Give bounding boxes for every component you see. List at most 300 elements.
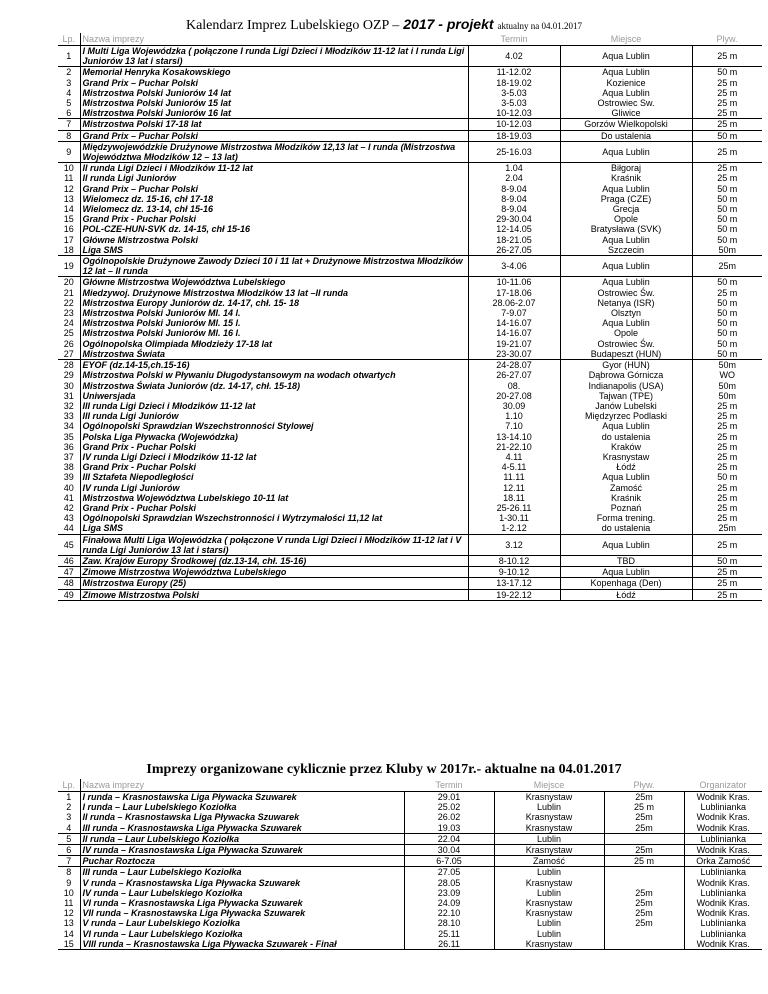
table-cell: [80, 277, 468, 360]
cell-line: 25m: [635, 918, 653, 929]
cell-line: 6: [66, 845, 72, 856]
table-cell: [58, 46, 80, 67]
cell-line: 26-27.07: [496, 370, 532, 381]
cell-line: 25 m: [717, 451, 738, 462]
cell-line: 50 m: [717, 308, 738, 319]
cell-line: 25 m: [717, 287, 738, 298]
table-cell: [58, 141, 80, 162]
cell-line: 14: [63, 204, 74, 215]
cell-line: 25m: [635, 822, 653, 833]
cell-line: 25 m: [717, 87, 738, 98]
table-cell: [58, 589, 80, 600]
table-cell: [58, 256, 80, 277]
col-header-date: Termin: [404, 779, 494, 792]
table-cell: [692, 534, 762, 555]
table-row: [58, 555, 762, 566]
cell-line: Mistrzostwa Polski Juniorów Ml. 15 l.: [82, 318, 241, 329]
cell-line: 6: [66, 108, 72, 119]
cell-line: Wodnik Kras.: [696, 845, 750, 856]
table-cell: [692, 578, 762, 589]
table-cell: [80, 46, 468, 67]
table-cell: [692, 360, 762, 534]
cell-line: 25: [63, 328, 74, 339]
row-group: [58, 792, 762, 834]
cell-line: 25 m: [717, 513, 738, 524]
cell-line: 36: [63, 441, 74, 452]
cell-line: 25 m: [717, 431, 738, 442]
cell-line: 38: [63, 462, 74, 473]
cell-line: Biłgoraj: [610, 163, 641, 174]
cell-line: 3: [66, 77, 72, 88]
cell-line: Krasnystaw: [525, 908, 573, 919]
table-cell: [468, 163, 560, 256]
cell-line: 29-30.04: [496, 214, 532, 225]
cell-line: VIII runda – Krasnostawska Liga Pływacka Szuwarek - Finał: [82, 938, 337, 949]
cell-line: Wodnik Kras.: [696, 822, 750, 833]
cell-line: 25 m: [717, 578, 738, 589]
cell-line: Szczecin: [607, 244, 644, 255]
cell-line: Ostrowiec Św.: [597, 287, 655, 298]
table-cell: [80, 119, 468, 130]
cell-line: Główne Mistrzostwa Województwa Lubelskiego: [82, 277, 286, 288]
cell-line: 1: [66, 792, 72, 802]
table-cell: [494, 833, 604, 844]
col-header-date: Termin: [468, 33, 560, 46]
cell-line: 24.09: [437, 898, 461, 909]
cell-line: 23-30.07: [496, 348, 532, 359]
cell-line: Wielomecz dz. 15-16, chł 17-18: [82, 193, 213, 204]
cell-line: 50 m: [717, 338, 738, 349]
table-cell: [58, 555, 80, 566]
cell-line: 25 m: [717, 400, 738, 411]
cell-line: 11.11: [503, 472, 525, 483]
cell-line: 08.: [507, 380, 521, 391]
row-group: [58, 119, 762, 130]
cell-line: 41: [63, 492, 74, 503]
cell-line: 9: [66, 877, 72, 888]
table-cell: [604, 792, 684, 834]
cell-line: 20-27.08: [496, 390, 532, 401]
col-header-place: Miejsce: [494, 779, 604, 792]
table-cell: [468, 589, 560, 600]
cell-line: VI runda – Laur Lubelskiego Koziołka: [82, 928, 243, 939]
cell-line: Indianapolis (USA): [588, 380, 664, 391]
cell-line: 12-14.05: [496, 224, 532, 235]
cell-line: 5: [66, 833, 72, 844]
cell-line: II runda Ligi Juniorów: [82, 173, 176, 184]
cell-line: 37: [63, 451, 74, 462]
cell-line: 18-21.05: [496, 234, 532, 245]
cell-line: 8-9.04: [501, 193, 527, 204]
table-cell: [468, 578, 560, 589]
table-cell: [604, 856, 684, 867]
table-cell: [80, 792, 404, 834]
cell-line: 50m: [718, 244, 736, 255]
cell-line: Polska Liga Pływacka (Wojewódzka): [82, 431, 238, 442]
cell-line: 15: [63, 214, 74, 225]
cell-line: WO: [719, 370, 735, 381]
table-cell: [494, 867, 604, 950]
cell-line: Ogólnopolskie Drużynowe Zawody Dzieci 10 i 11 lat + Drużynowe Mistrzostwa Młodzików 12 lat – II runda: [82, 256, 463, 277]
cell-line: 44: [63, 523, 74, 534]
table-cell: [684, 792, 762, 834]
cell-line: Mistrzostwa Polski w Pływaniu Długodystansowym na wodach otwartych: [82, 370, 396, 381]
cell-line: 11-12.02: [496, 67, 532, 78]
cell-line: Kozienice: [606, 77, 646, 88]
table-header: [58, 779, 762, 792]
cell-line: IV runda Ligi Dzieci i Młodzików 11-12 lat: [82, 451, 257, 462]
cell-line: Poznań: [610, 502, 642, 513]
cell-line: 15: [63, 938, 74, 949]
cell-line: Aqua Lublin: [602, 87, 650, 98]
cell-line: TBD: [617, 555, 635, 566]
cell-line: Główne Mistrzostwa Polski: [82, 234, 199, 245]
cell-line: 2: [66, 802, 72, 813]
cell-line: 25 m: [717, 146, 738, 157]
cell-line: 28.05: [437, 877, 461, 888]
row-group: [58, 256, 762, 277]
table-row: [58, 833, 762, 844]
table-cell: [684, 845, 762, 856]
table-cell: [58, 567, 80, 578]
cell-line: 10-12.03: [496, 119, 532, 130]
row-group: [58, 130, 762, 141]
cell-line: Ostrowiec Sw.: [597, 98, 655, 109]
cell-line: 1-2.12: [501, 523, 527, 534]
table-cell: [58, 845, 80, 856]
table-cell: [468, 119, 560, 130]
cell-line: Lublinianka: [700, 928, 747, 939]
cell-line: Opole: [613, 328, 639, 339]
cell-line: 20: [63, 277, 74, 288]
table-cell: [80, 578, 468, 589]
table-cell: [560, 256, 692, 277]
cell-line: 28.10: [437, 918, 461, 929]
cell-line: III runda Ligi Juniorów: [82, 411, 179, 422]
row-group: [58, 856, 762, 867]
cell-line: Janów Lubelski: [595, 400, 657, 411]
cell-line: 25 m: [717, 119, 738, 130]
row-group: [58, 67, 762, 119]
cell-line: 46: [63, 555, 74, 566]
cell-line: 25-26.11: [496, 502, 532, 513]
cell-line: Grand Prix - Puchar Polski: [82, 462, 197, 473]
cell-line: I runda – Krasnostawska Liga Pływacka Szuwarek: [82, 792, 297, 802]
cell-line: Aqua Lublin: [602, 567, 650, 578]
cell-line: Netanya (ISR): [597, 297, 655, 308]
cell-line: Mistrzostwa Europy (25): [82, 578, 187, 589]
cell-line: II runda – Krasnostawska Liga Pływacka Szuwarek: [82, 812, 300, 823]
cell-line: 16: [63, 224, 74, 235]
cell-line: 25 m: [717, 163, 738, 174]
cell-line: 21: [63, 287, 74, 298]
cell-line: 4-5.11: [501, 462, 527, 473]
table-cell: [560, 67, 692, 119]
cell-line: Miedzywoj. Drużynowe Mistrzostwa Młodzików 13 lat –II runda: [82, 287, 349, 298]
cell-line: 12.11: [503, 482, 525, 493]
cell-line: 19-22.12: [496, 589, 532, 600]
table-cell: [692, 256, 762, 277]
cell-line: 3-4.06: [501, 261, 527, 272]
cell-line: 18.11: [503, 492, 525, 503]
table-cell: [58, 867, 80, 950]
cell-line: Gyor (HUN): [602, 360, 650, 371]
cell-line: Mistrzostwa Województwa Lubelskiego 10-11 lat: [82, 492, 289, 503]
cell-line: Lublinianka: [700, 833, 747, 844]
cell-line: 25 m: [717, 492, 738, 503]
col-header-pool: Pływ.: [604, 779, 684, 792]
table-row: [58, 163, 762, 256]
cell-line: Lublin: [536, 833, 562, 844]
cell-line: Łódź: [616, 462, 636, 473]
cell-line: Aqua Lublin: [602, 421, 650, 432]
cell-line: 3.12: [505, 539, 523, 550]
cell-line: Wodnik Kras.: [696, 877, 750, 888]
cell-line: IV runda Ligi Juniorów: [82, 482, 180, 493]
cell-line: Grand Prix - Puchar Polski: [82, 441, 197, 452]
table-cell: [604, 867, 684, 950]
cell-line: II runda Ligi Dzieci i Młodzików 11-12 lat: [82, 163, 253, 174]
cell-line: Forma trening.: [596, 513, 656, 524]
cell-line: Zimowe Mistrzostwa Województwa Lubelskiego: [82, 567, 287, 578]
table-cell: [468, 46, 560, 67]
cell-line: 25m: [635, 812, 653, 823]
table-row: [58, 567, 762, 578]
cell-line: 1.04: [505, 163, 523, 174]
table-cell: [58, 130, 80, 141]
table-cell: [560, 163, 692, 256]
table-cell: [80, 856, 404, 867]
cell-line: Praga (CZE): [600, 193, 652, 204]
cell-line: 25.11: [438, 928, 460, 939]
table-cell: [80, 534, 468, 555]
cell-line: Wodnik Kras.: [696, 908, 750, 919]
table-row: [58, 360, 762, 534]
table-cell: [468, 360, 560, 534]
cell-line: 40: [63, 482, 74, 493]
table-cell: [692, 277, 762, 360]
cell-line: Krasnystaw: [525, 877, 573, 888]
cell-line: 12: [63, 183, 74, 194]
cell-line: 2: [66, 67, 72, 78]
cell-line: 25 m: [633, 802, 654, 813]
row-group: [58, 845, 762, 856]
table-row: [58, 119, 762, 130]
cell-line: 4.11: [505, 451, 523, 462]
cell-line: Mistrzostwa Świata: [82, 348, 166, 359]
cell-line: 33: [63, 411, 74, 422]
table-cell: [404, 856, 494, 867]
cell-line: I runda – Laur Lubelskiego Koziołka: [82, 802, 237, 813]
cell-line: Lublin: [536, 867, 562, 878]
cell-line: Wodnik Kras.: [696, 938, 750, 949]
cell-line: Aqua Lublin: [602, 51, 650, 62]
cell-line: 50 m: [717, 130, 738, 141]
cell-line: 11: [64, 898, 74, 909]
col-header-lp: Lp.: [58, 779, 80, 792]
cell-line: 50 m: [717, 204, 738, 215]
cell-line: 10-12.03: [496, 108, 532, 119]
table-row: [58, 867, 762, 950]
cell-line: 6-7.05: [436, 856, 462, 867]
cell-line: 34: [63, 421, 74, 432]
cell-line: 50 m: [717, 234, 738, 245]
table-cell: [58, 856, 80, 867]
cell-line: 25m: [635, 845, 653, 856]
table-row: [58, 845, 762, 856]
cell-line: 48: [63, 578, 74, 589]
cell-line: 12: [63, 908, 74, 919]
cell-line: 9-10.12: [498, 567, 530, 578]
cell-line: 25 m: [717, 482, 738, 493]
cell-line: Grand Prix – Puchar Polski: [82, 183, 199, 194]
table-row: [58, 67, 762, 119]
table-cell: [80, 67, 468, 119]
cell-line: II runda – Laur Lubelskiego Koziołka: [82, 833, 240, 844]
table-cell: [404, 867, 494, 950]
table-cell: [404, 845, 494, 856]
cell-line: 22: [63, 297, 74, 308]
cell-line: 21-22.10: [496, 441, 532, 452]
table-cell: [692, 141, 762, 162]
table-row: [58, 856, 762, 867]
table-cell: [684, 833, 762, 844]
events-calendar-table: [58, 33, 762, 601]
cell-line: 47: [63, 567, 74, 578]
cell-line: 50m: [718, 390, 736, 401]
cell-line: 26: [63, 338, 74, 349]
table-cell: [604, 833, 684, 844]
cell-line: Liga SMS: [82, 523, 124, 534]
cell-line: Gliwice: [611, 108, 641, 119]
table-cell: [468, 130, 560, 141]
cell-line: 50 m: [717, 472, 738, 483]
cell-line: I Multi Liga Wojewódzka ( połączone I runda Ligi Dzieci i Młodzików 11-12 lat i I runda Ligi Juniorów 13 lat i starsi): [82, 46, 465, 67]
cell-line: Mistrzostwa Polski Juniorów Ml. 14 l.: [82, 308, 241, 319]
cell-line: 50 m: [717, 224, 738, 235]
cell-line: 1-30.11: [499, 513, 529, 524]
col-header-lp: Lp.: [58, 33, 80, 46]
table-cell: [80, 833, 404, 844]
cell-line: Grand Prix - Puchar Polski: [82, 214, 197, 225]
cell-line: 35: [63, 431, 74, 442]
row-group: [58, 567, 762, 578]
cell-line: 25m: [718, 523, 736, 534]
row-group: [58, 163, 762, 256]
cell-line: Olsztyn: [610, 308, 641, 319]
cell-line: Krasnystaw: [525, 822, 573, 833]
cell-line: 25 m: [717, 441, 738, 452]
cell-line: Orka Zamość: [696, 856, 751, 867]
cell-line: V runda – Laur Lubelskiego Koziołka: [82, 918, 241, 929]
cell-line: Gorzów Wielkopolski: [584, 119, 668, 130]
cell-line: 25 m: [717, 98, 738, 109]
cell-line: 25m: [718, 261, 736, 272]
table-cell: [58, 534, 80, 555]
table-cell: [58, 119, 80, 130]
cell-line: 8-10.12: [498, 555, 530, 566]
cell-line: Tajwan (TPE): [598, 390, 653, 401]
cell-line: Wodnik Kras.: [696, 898, 750, 909]
table-cell: [468, 256, 560, 277]
cell-line: 50 m: [717, 277, 738, 288]
cell-line: 25m: [635, 792, 653, 802]
document-title: [0, 16, 768, 34]
cell-line: 17-18.06: [496, 287, 532, 298]
row-group: [58, 46, 762, 67]
cell-line: 50 m: [717, 183, 738, 194]
row-group: [58, 141, 762, 162]
cell-line: Aqua Lublin: [602, 183, 650, 194]
table-cell: [58, 833, 80, 844]
table-header: [58, 33, 762, 46]
cell-line: Aqua Lublin: [602, 318, 650, 329]
cell-line: Mistrzostwa Polski Juniorów Ml. 16 l.: [82, 328, 241, 339]
cell-line: Lublinianka: [700, 918, 747, 929]
cell-line: 28.06-2.07: [492, 297, 536, 308]
cell-line: 18-19.03: [496, 130, 532, 141]
cell-line: 26-27.05: [496, 244, 532, 255]
cell-line: 7: [66, 119, 72, 130]
table-cell: [58, 277, 80, 360]
cell-line: 25 m: [717, 502, 738, 513]
cell-line: 19-21.07: [496, 338, 532, 349]
cell-line: 27.05: [437, 867, 461, 878]
cell-line: 26.11: [438, 938, 460, 949]
table-cell: [494, 792, 604, 834]
table-cell: [692, 119, 762, 130]
table-cell: [80, 130, 468, 141]
cell-line: III Sztafeta Niepodległości: [82, 472, 194, 483]
cell-line: 3-5.03: [501, 87, 527, 98]
cell-line: Opole: [613, 214, 639, 225]
cell-line: 49: [63, 589, 74, 600]
cell-line: Uniwersjada: [82, 390, 136, 401]
cell-line: Memoriał Henryka Kosakowskiego: [82, 67, 231, 78]
cell-line: 22.10: [437, 908, 461, 919]
table-cell: [80, 589, 468, 600]
table-cell: [560, 567, 692, 578]
cell-line: 50m: [718, 360, 736, 371]
cell-line: Mistrzostwa Europy Juniorów dz. 14-17, chł. 15- 18: [82, 297, 300, 308]
cell-line: 28: [63, 360, 74, 371]
cell-line: POL-CZE-HUN-SVK dz. 14-15, chł 15-16: [82, 224, 251, 235]
cell-line: 50 m: [717, 214, 738, 225]
cell-line: 30.09: [502, 400, 526, 411]
table-cell: [560, 46, 692, 67]
cell-line: Zamość: [609, 482, 642, 493]
cell-line: Aqua Lublin: [602, 146, 650, 157]
cell-line: do ustalenia: [601, 523, 651, 534]
cell-line: 25.02: [437, 802, 461, 813]
cell-line: 19: [63, 261, 74, 272]
cell-line: 25 m: [717, 108, 738, 119]
cell-line: Kopenhaga (Den): [590, 578, 662, 589]
cell-line: Kraśnik: [610, 173, 641, 184]
cell-line: Aqua Lublin: [602, 539, 650, 550]
cell-line: Lublinianka: [700, 867, 747, 878]
table-cell: [560, 360, 692, 534]
cell-line: 50 m: [717, 193, 738, 204]
club-events-table: [58, 779, 762, 950]
cell-line: 29.01: [437, 792, 461, 802]
cell-line: Aqua Lublin: [602, 67, 650, 78]
cell-line: 25 m: [717, 462, 738, 473]
table-cell: [560, 130, 692, 141]
cell-line: Grand Prix - Puchar Polski: [82, 502, 197, 513]
title-project: 2017 - projekt: [403, 16, 494, 32]
col-header-organizer: Organizator: [684, 779, 762, 792]
